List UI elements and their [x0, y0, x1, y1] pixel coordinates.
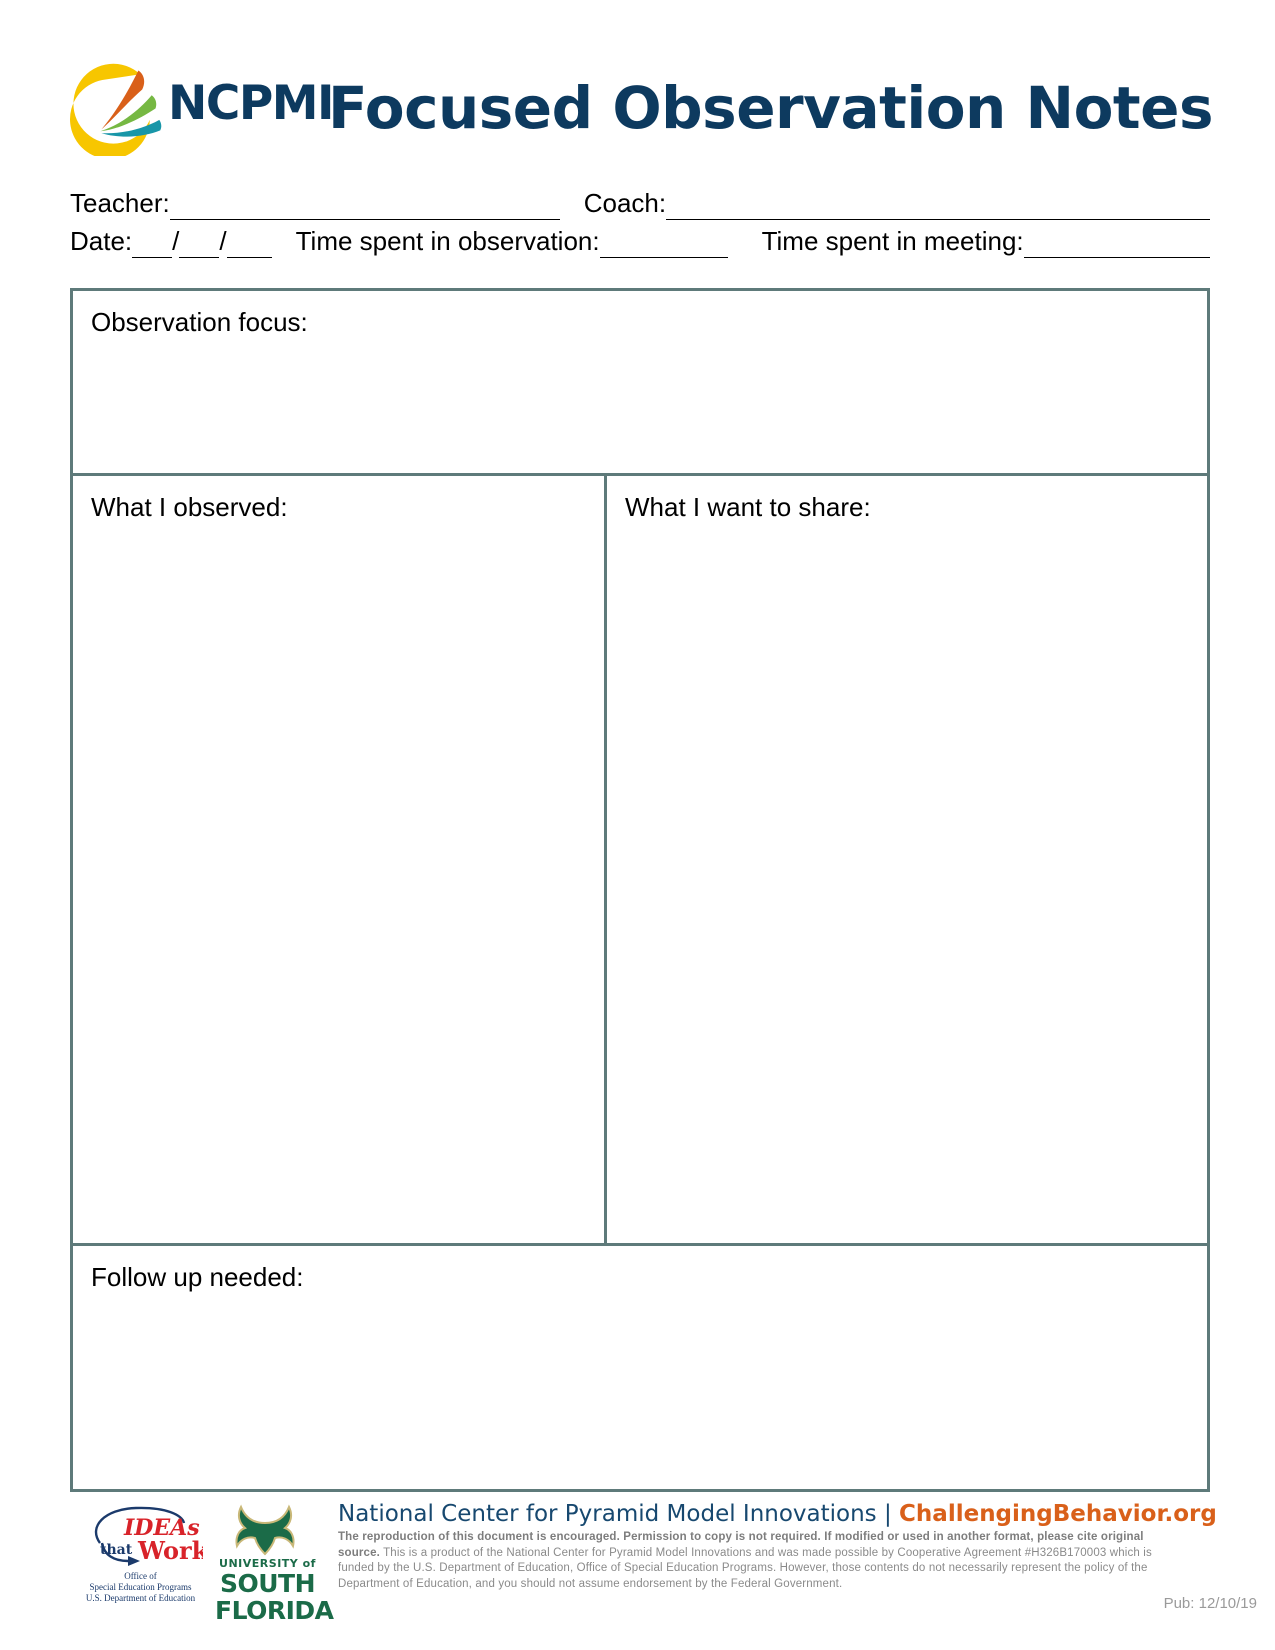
date-label: Date:	[70, 226, 133, 256]
notes-table	[70, 288, 1210, 1492]
svg-text:Work: Work	[138, 1536, 203, 1565]
coach-input-line[interactable]	[666, 191, 1210, 220]
time-observation-label: Time spent in observation:	[295, 226, 600, 256]
coach-label: Coach:	[583, 188, 667, 218]
time-meeting-line[interactable]	[1024, 229, 1210, 258]
ideas-caption-line1: Office of	[124, 1571, 157, 1581]
ideas-caption-line3: U.S. Department of Education	[85, 1593, 196, 1603]
usf-south-label: SOUTH	[219, 1569, 316, 1598]
footer-org-line	[338, 1500, 1217, 1528]
ncpmi-logo-icon	[70, 61, 165, 156]
teacher-label: Teacher:	[70, 188, 170, 218]
usf-bull-icon	[215, 1501, 315, 1559]
svg-text:that: that	[100, 1542, 133, 1558]
date-separator-1: /	[172, 226, 180, 256]
ideas-that-work-icon	[78, 1499, 203, 1577]
footer-separator: |	[883, 1501, 892, 1527]
observation-focus-label: Observation focus:	[91, 307, 308, 337]
what-i-want-to-share-section[interactable]	[607, 476, 1207, 1243]
usf-logo-text	[215, 1557, 334, 1625]
follow-up-needed-section[interactable]	[73, 1246, 1207, 1489]
page-title: Focused Observation Notes	[328, 73, 1213, 142]
footer-website-link[interactable]: ChallengingBehavior.org	[899, 1501, 1217, 1527]
observation-share-row	[73, 476, 1207, 1246]
document-footer	[0, 1495, 1275, 1650]
footer-logos	[70, 1495, 334, 1625]
svg-text:IDEAs: IDEAs	[124, 1515, 200, 1541]
ncpmi-wordmark: NCPMI	[168, 75, 334, 131]
time-observation-line[interactable]	[600, 229, 728, 258]
field-row-2	[70, 220, 1210, 258]
usf-florida-label: FLORIDA	[215, 1596, 334, 1625]
observation-focus-section[interactable]	[73, 291, 1207, 476]
what-i-observed-label: What I observed:	[91, 492, 288, 522]
usf-university-label: UNIVERSITY of	[219, 1557, 316, 1570]
usf-logo	[215, 1501, 334, 1625]
ideas-that-work-logo	[78, 1499, 203, 1609]
field-row-1	[70, 182, 1210, 220]
teacher-input-line[interactable]	[170, 191, 560, 220]
footer-disclaimer-rest: This is a product of the National Center for Pyramid Model Innovations and was made possible by Cooperative Agreement #H326B170003 which is funded by the U.S. Department of Education, Office of Special Education Programs. However, those contents do not necessarily represent the policy of the Department of Education, and you should not assume endorsement by the Federal Government.	[338, 1546, 1152, 1590]
follow-up-needed-label: Follow up needed:	[91, 1262, 304, 1292]
date-day-line[interactable]	[179, 229, 219, 258]
time-meeting-label: Time spent in meeting:	[761, 226, 1024, 256]
publication-date: Pub: 12/10/19	[1163, 1595, 1257, 1612]
footer-text-block	[338, 1500, 1217, 1592]
footer-disclaimer-bold: The reproduction of this document is encouraged. Permission to copy is not required. If modified or used in another format, please cite original source.	[338, 1531, 1144, 1559]
ideas-logo-caption	[78, 1571, 203, 1604]
footer-org-name: National Center for Pyramid Model Innovations	[338, 1501, 877, 1527]
ncpmi-logo	[70, 58, 334, 158]
date-month-line[interactable]	[132, 229, 172, 258]
ideas-caption-line2: Special Education Programs	[89, 1582, 192, 1592]
what-i-observed-section[interactable]	[73, 476, 607, 1243]
document-header	[70, 55, 1213, 160]
footer-disclaimer	[338, 1530, 1168, 1592]
date-separator-2: /	[219, 226, 227, 256]
date-year-line[interactable]	[227, 229, 272, 258]
what-i-want-to-share-label: What I want to share:	[625, 492, 871, 522]
form-fields	[70, 182, 1210, 258]
